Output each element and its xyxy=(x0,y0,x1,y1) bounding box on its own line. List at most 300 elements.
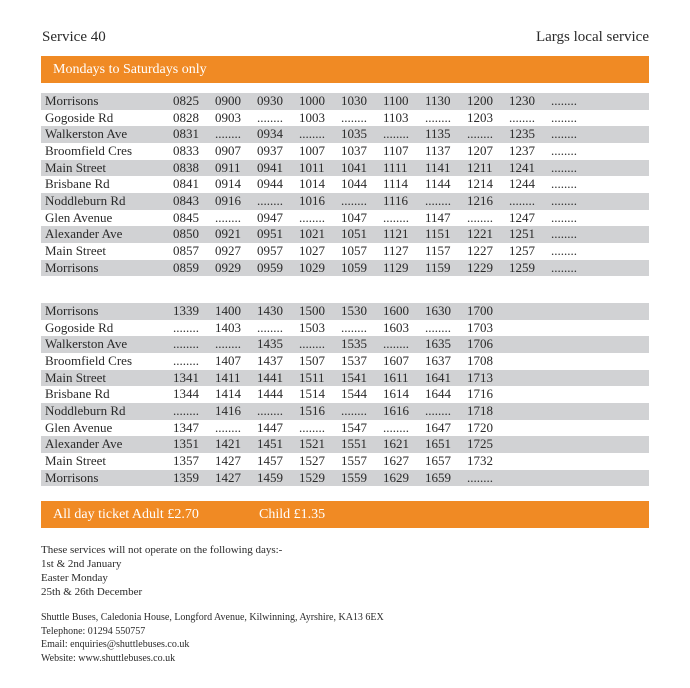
stop-name: Alexander Ave xyxy=(41,436,173,453)
timetable-row xyxy=(41,243,649,260)
row-padding xyxy=(593,420,649,437)
departure-time: 1716 xyxy=(467,386,493,402)
contact-telephone: Telephone: 01294 550757 xyxy=(41,625,146,637)
row-padding xyxy=(593,386,649,403)
stop-name: Glen Avenue xyxy=(45,209,113,225)
departure-time: 1044 xyxy=(341,176,367,192)
departure-time: ........ xyxy=(551,176,577,192)
timetable-row xyxy=(41,260,649,277)
stop-name: Main Street xyxy=(41,370,173,387)
departure-time: ........ xyxy=(551,93,593,110)
notes-line: Easter Monday xyxy=(41,572,108,584)
timetable-row xyxy=(41,160,649,177)
departure-time: 0828 xyxy=(173,109,199,125)
notes-line: 1st & 2nd January xyxy=(41,558,122,570)
departure-time: ........ xyxy=(425,403,467,420)
departure-time: 0929 xyxy=(215,260,257,277)
departure-time: 1500 xyxy=(299,303,341,320)
contact-website: Website: www.shuttlebuses.co.uk xyxy=(41,652,176,664)
stop-name: Broomfield Cres xyxy=(45,353,133,369)
departure-time: 1221 xyxy=(467,226,509,243)
departure-time: 0930 xyxy=(257,93,299,110)
timetable-row xyxy=(41,420,649,437)
departure-time: 1247 xyxy=(509,209,535,225)
departure-time: 1659 xyxy=(425,470,467,487)
departure-time: 0841 xyxy=(173,176,199,192)
row-padding xyxy=(593,93,649,110)
row-padding xyxy=(593,260,649,277)
departure-time: 1116 xyxy=(383,193,425,210)
departure-time: 0843 xyxy=(173,193,215,210)
stop-name: Walkerston Ave xyxy=(41,126,173,143)
departure-time: 1057 xyxy=(341,243,367,259)
departure-time: 1700 xyxy=(467,303,509,320)
departure-time: 0934 xyxy=(257,126,299,143)
departure-time: 1214 xyxy=(467,176,493,192)
departure-time: 1200 xyxy=(467,93,509,110)
departure-time: 1121 xyxy=(383,226,425,243)
departure-time: ........ xyxy=(425,193,467,210)
timetable-row xyxy=(41,193,649,210)
departure-time: 1451 xyxy=(257,436,299,453)
empty-cell xyxy=(551,386,593,403)
empty-cell xyxy=(509,370,551,387)
empty-cell xyxy=(551,353,593,370)
stop-name: Alexander Ave xyxy=(41,226,173,243)
departure-time: 0900 xyxy=(215,93,257,110)
departure-time: 1547 xyxy=(341,419,367,435)
departure-time: ........ xyxy=(299,336,341,353)
stop-name: Brisbane Rd xyxy=(45,386,110,402)
timetable-row xyxy=(41,93,649,110)
departure-time: 0914 xyxy=(215,176,241,192)
stop-name: Noddleburn Rd xyxy=(41,193,173,210)
empty-cell xyxy=(509,303,551,320)
departure-time: ........ xyxy=(467,209,493,225)
departure-time: 0944 xyxy=(257,176,283,192)
departure-time: 1459 xyxy=(257,470,299,487)
departure-time: 0941 xyxy=(257,160,299,177)
empty-cell xyxy=(509,320,551,337)
empty-cell xyxy=(509,470,551,487)
departure-time: 0845 xyxy=(173,209,199,225)
departure-time: ........ xyxy=(551,226,593,243)
departure-time: 1151 xyxy=(425,226,467,243)
departure-time: 1257 xyxy=(509,243,535,259)
departure-time: ........ xyxy=(215,419,241,435)
departure-time: 1137 xyxy=(425,143,451,159)
departure-time: ........ xyxy=(341,319,367,335)
departure-time: ........ xyxy=(215,126,257,143)
timetable-row xyxy=(41,210,649,227)
departure-time: ........ xyxy=(509,193,551,210)
departure-time: 1030 xyxy=(341,93,383,110)
departure-time: 1551 xyxy=(341,436,383,453)
departure-time: 1230 xyxy=(509,93,551,110)
stop-name: Brisbane Rd xyxy=(45,176,110,192)
row-padding xyxy=(593,470,649,487)
timetable-row xyxy=(41,436,649,453)
departure-time: 1725 xyxy=(467,436,509,453)
timetable-row xyxy=(41,453,649,470)
departure-time: 1527 xyxy=(299,453,325,469)
departure-time: 1559 xyxy=(341,470,383,487)
contact-address: Shuttle Buses, Caledonia House, Longford Avenue, Kilwinning, Ayrshire, KA13 6EX xyxy=(41,612,384,623)
timetable-row xyxy=(41,470,649,487)
departure-time: 0911 xyxy=(215,160,257,177)
stop-name: Morrisons xyxy=(41,470,173,487)
departure-time: 1144 xyxy=(425,176,451,192)
row-padding xyxy=(593,143,649,160)
departure-time: 1341 xyxy=(173,370,215,387)
departure-time: 0833 xyxy=(173,143,199,159)
departure-time: 0947 xyxy=(257,209,283,225)
stop-name: Broomfield Cres xyxy=(45,143,133,159)
departure-time: ........ xyxy=(173,336,215,353)
stop-name: Main Street xyxy=(41,160,173,177)
empty-cell xyxy=(551,370,593,387)
departure-time: 1011 xyxy=(299,160,341,177)
timetable-row xyxy=(41,370,649,387)
departure-time: 1259 xyxy=(509,260,551,277)
departure-time: 0959 xyxy=(257,260,299,277)
departure-time: 1600 xyxy=(383,303,425,320)
row-padding xyxy=(593,226,649,243)
departure-time: 1041 xyxy=(341,160,383,177)
departure-time: 0921 xyxy=(215,226,257,243)
departure-time: 1421 xyxy=(215,436,257,453)
departure-time: 1541 xyxy=(341,370,383,387)
service-title: Service 40 xyxy=(42,29,106,45)
empty-cell xyxy=(509,386,551,403)
departure-time: ........ xyxy=(551,126,593,143)
empty-cell xyxy=(551,470,593,487)
departure-time: ........ xyxy=(467,126,509,143)
timetable-row xyxy=(41,386,649,403)
departure-time: 1441 xyxy=(257,370,299,387)
departure-time: 0916 xyxy=(215,193,257,210)
empty-cell xyxy=(551,420,593,437)
row-padding xyxy=(593,370,649,387)
departure-time: 1616 xyxy=(383,403,425,420)
departure-time: 1135 xyxy=(425,126,467,143)
fares-banner xyxy=(41,501,649,528)
departure-time: ........ xyxy=(173,319,199,335)
departure-time: 1047 xyxy=(341,209,367,225)
departure-time: ........ xyxy=(215,336,257,353)
departure-time: 1511 xyxy=(299,370,341,387)
departure-time: 1416 xyxy=(215,403,257,420)
departure-time: 1637 xyxy=(425,353,451,369)
row-padding xyxy=(593,210,649,227)
timetable-row xyxy=(41,126,649,143)
departure-time: 1127 xyxy=(383,243,409,259)
departure-time: 0859 xyxy=(173,260,215,277)
stop-name: Morrisons xyxy=(41,303,173,320)
empty-cell xyxy=(509,436,551,453)
departure-time: ........ xyxy=(551,193,593,210)
departure-time: 1718 xyxy=(467,403,509,420)
departure-time: 1603 xyxy=(383,319,409,335)
departure-time: ........ xyxy=(383,209,409,225)
row-padding xyxy=(593,353,649,370)
empty-cell xyxy=(551,320,593,337)
departure-time: ........ xyxy=(215,209,241,225)
contact-email: Email: enquiries@shuttlebuses.co.uk xyxy=(41,639,190,650)
departure-time: 0937 xyxy=(257,143,283,159)
contact-details xyxy=(41,611,384,665)
departure-time: ........ xyxy=(341,403,383,420)
departure-time: 0903 xyxy=(215,109,241,125)
days-banner-label: Mondays to Saturdays only xyxy=(53,62,207,77)
empty-cell xyxy=(551,436,593,453)
timetable-row xyxy=(41,176,649,193)
row-padding xyxy=(593,336,649,353)
stop-name: Gogoside Rd xyxy=(45,319,114,335)
departure-time: 1400 xyxy=(215,303,257,320)
departure-time: ........ xyxy=(257,319,283,335)
departure-time: 1407 xyxy=(215,353,241,369)
notes-line: These services will not operate on the following days:- xyxy=(41,544,283,556)
departure-time: 1732 xyxy=(467,453,493,469)
stop-name: Morrisons xyxy=(41,93,173,110)
days-banner xyxy=(41,56,649,83)
stop-name: Morrisons xyxy=(41,260,173,277)
empty-cell xyxy=(509,453,551,470)
departure-time: 1703 xyxy=(467,319,493,335)
departure-time: 1241 xyxy=(509,160,551,177)
empty-cell xyxy=(551,303,593,320)
timetable-row xyxy=(41,336,649,353)
departure-time: 1014 xyxy=(299,176,325,192)
notes-line: 25th & 26th December xyxy=(41,586,143,598)
departure-time: 1414 xyxy=(215,386,241,402)
timetable-afternoon xyxy=(41,303,649,486)
departure-time: 1713 xyxy=(467,370,509,387)
departure-time: 1027 xyxy=(299,243,325,259)
departure-time: ........ xyxy=(383,419,409,435)
timetable-row xyxy=(41,110,649,127)
departure-time: 0850 xyxy=(173,226,215,243)
departure-time: 1141 xyxy=(425,160,467,177)
departure-time: 1029 xyxy=(299,260,341,277)
departure-time: ........ xyxy=(173,403,215,420)
departure-time: 1544 xyxy=(341,386,367,402)
departure-time: 1003 xyxy=(299,109,325,125)
departure-time: ........ xyxy=(551,209,577,225)
departure-time: ........ xyxy=(425,109,451,125)
departure-time: 1507 xyxy=(299,353,325,369)
departure-time: 1627 xyxy=(383,453,409,469)
departure-time: 1100 xyxy=(383,93,425,110)
departure-time: 1651 xyxy=(425,436,467,453)
departure-time: 1000 xyxy=(299,93,341,110)
departure-time: ........ xyxy=(299,209,325,225)
departure-time: 1403 xyxy=(215,319,241,335)
departure-time: 1720 xyxy=(467,419,493,435)
departure-time: 1644 xyxy=(425,386,451,402)
departure-time: 1159 xyxy=(425,260,467,277)
departure-time: 1641 xyxy=(425,370,467,387)
departure-time: 1529 xyxy=(299,470,341,487)
timetable-row xyxy=(41,353,649,370)
empty-cell xyxy=(551,403,593,420)
departure-time: 1516 xyxy=(299,403,341,420)
departure-time: 1457 xyxy=(257,453,283,469)
departure-time: ........ xyxy=(509,109,535,125)
empty-cell xyxy=(509,353,551,370)
empty-cell xyxy=(509,403,551,420)
stop-name: Noddleburn Rd xyxy=(41,403,173,420)
departure-time: 1035 xyxy=(341,126,383,143)
departure-time: 1708 xyxy=(467,353,493,369)
departure-time: 1211 xyxy=(467,160,509,177)
timetable-row xyxy=(41,143,649,160)
departure-time: 1157 xyxy=(425,243,451,259)
row-padding xyxy=(593,303,649,320)
row-padding xyxy=(593,160,649,177)
timetable-row xyxy=(41,320,649,337)
stop-name: Main Street xyxy=(45,453,107,469)
departure-time: ........ xyxy=(467,470,509,487)
departure-time: 1621 xyxy=(383,436,425,453)
departure-time: 1427 xyxy=(215,453,241,469)
departure-time: 1216 xyxy=(467,193,509,210)
departure-time: 1611 xyxy=(383,370,425,387)
departure-time: 1557 xyxy=(341,453,367,469)
departure-time: 1359 xyxy=(173,470,215,487)
departure-time: 1514 xyxy=(299,386,325,402)
empty-cell xyxy=(551,453,593,470)
departure-time: ........ xyxy=(173,353,199,369)
departure-time: 0927 xyxy=(215,243,241,259)
departure-time: 1357 xyxy=(173,453,199,469)
departure-time: ........ xyxy=(257,403,299,420)
departure-time: 1535 xyxy=(341,336,383,353)
row-padding xyxy=(593,243,649,260)
departure-time: 1503 xyxy=(299,319,325,335)
empty-cell xyxy=(509,420,551,437)
departure-time: 1347 xyxy=(173,419,199,435)
departure-time: 1107 xyxy=(383,143,409,159)
departure-time: ........ xyxy=(425,319,451,335)
departure-time: 1129 xyxy=(383,260,425,277)
row-padding xyxy=(593,436,649,453)
departure-time: 1237 xyxy=(509,143,535,159)
empty-cell xyxy=(509,336,551,353)
departure-time: 1059 xyxy=(341,260,383,277)
departure-time: 1229 xyxy=(467,260,509,277)
departure-time: 1657 xyxy=(425,453,451,469)
timetable-row xyxy=(41,226,649,243)
departure-time: ........ xyxy=(551,160,593,177)
departure-time: 1207 xyxy=(467,143,493,159)
row-padding xyxy=(593,320,649,337)
departure-time: 1430 xyxy=(257,303,299,320)
row-padding xyxy=(593,403,649,420)
stop-name: Walkerston Ave xyxy=(41,336,173,353)
departure-time: 1706 xyxy=(467,336,509,353)
departure-time: 0857 xyxy=(173,243,199,259)
departure-time: 0951 xyxy=(257,226,299,243)
departure-time: 1021 xyxy=(299,226,341,243)
departure-time: 0907 xyxy=(215,143,241,159)
departure-time: 1427 xyxy=(215,470,257,487)
departure-time: 1103 xyxy=(383,109,409,125)
departure-time: ........ xyxy=(551,109,577,125)
row-padding xyxy=(593,176,649,193)
departure-time: 1251 xyxy=(509,226,551,243)
departure-time: 1444 xyxy=(257,386,283,402)
departure-time: 1447 xyxy=(257,419,283,435)
departure-time: ........ xyxy=(551,243,577,259)
timetable-row xyxy=(41,403,649,420)
departure-time: 1244 xyxy=(509,176,535,192)
departure-time: 1530 xyxy=(341,303,383,320)
departure-time: ........ xyxy=(299,419,325,435)
departure-time: 1051 xyxy=(341,226,383,243)
departure-time: 1647 xyxy=(425,419,451,435)
departure-time: 1037 xyxy=(341,143,367,159)
row-padding xyxy=(593,126,649,143)
departure-time: 1614 xyxy=(383,386,409,402)
departure-time: 1351 xyxy=(173,436,215,453)
departure-time: 1344 xyxy=(173,386,199,402)
timetable-row xyxy=(41,303,649,320)
row-padding xyxy=(593,110,649,127)
departure-time: ........ xyxy=(383,126,425,143)
departure-time: ........ xyxy=(551,260,593,277)
departure-time: 1147 xyxy=(425,209,451,225)
departure-time: 1227 xyxy=(467,243,493,259)
departure-time: 1007 xyxy=(299,143,325,159)
departure-time: 1111 xyxy=(383,160,425,177)
departure-time: 1203 xyxy=(467,109,493,125)
departure-time: ........ xyxy=(257,193,299,210)
row-padding xyxy=(593,453,649,470)
departure-time: 0957 xyxy=(257,243,283,259)
departure-time: 1411 xyxy=(215,370,257,387)
stop-name: Gogoside Rd xyxy=(45,109,114,125)
departure-time: 1114 xyxy=(383,176,409,192)
departure-time: 1630 xyxy=(425,303,467,320)
departure-time: 1016 xyxy=(299,193,341,210)
departure-time: ........ xyxy=(341,109,367,125)
adult-fare: All day ticket Adult £2.70 xyxy=(53,507,199,522)
departure-time: ........ xyxy=(299,126,341,143)
departure-time: 1635 xyxy=(425,336,467,353)
departure-time: 1435 xyxy=(257,336,299,353)
departure-time: 1130 xyxy=(425,93,467,110)
departure-time: 1235 xyxy=(509,126,551,143)
service-area: Largs local service xyxy=(535,29,649,45)
row-padding xyxy=(593,193,649,210)
departure-time: 1537 xyxy=(341,353,367,369)
departure-time: 1521 xyxy=(299,436,341,453)
timetable-morning xyxy=(41,93,649,276)
departure-time: ........ xyxy=(383,336,425,353)
departure-time: 1339 xyxy=(173,303,215,320)
empty-cell xyxy=(551,336,593,353)
departure-time: ........ xyxy=(551,143,577,159)
departure-time: 1607 xyxy=(383,353,409,369)
departure-time: ........ xyxy=(341,193,383,210)
departure-time: ........ xyxy=(257,109,283,125)
child-fare: Child £1.35 xyxy=(259,507,326,522)
stop-name: Main Street xyxy=(45,243,107,259)
stop-name: Glen Avenue xyxy=(45,419,113,435)
departure-time: 0825 xyxy=(173,93,215,110)
